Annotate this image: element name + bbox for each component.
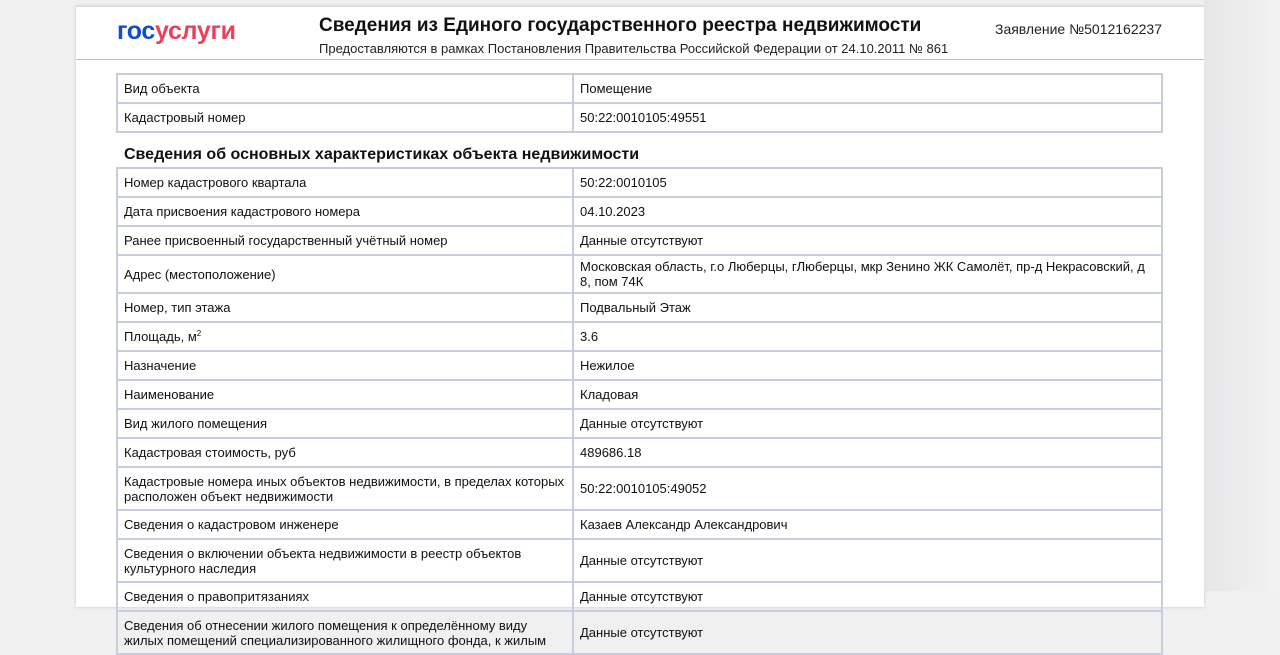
row-label [117,322,573,351]
table-row [117,293,1162,322]
row-value: Подвальный Этаж [573,293,1162,322]
section-title: Сведения об основных характеристиках объекта недвижимости [124,146,640,163]
row-value: Кладовая [573,380,1162,409]
row-value: 489686.18 [573,438,1162,467]
row-value: Данные отсутствуют [573,611,1162,654]
row-label: Дата присвоения кадастрового номера [117,197,573,226]
row-value: Нежилое [573,351,1162,380]
row-label: Адрес (местоположение) [117,255,573,293]
characteristics-table [116,167,1163,655]
table-row [117,197,1162,226]
table-row [117,467,1162,510]
row-label: Кадастровая стоимость, руб [117,438,573,467]
area-unit-superscript: 2 [196,329,202,338]
application-number: Заявление №5012162237 [994,21,1162,37]
row-value: 3.6 [573,322,1162,351]
table-row [117,380,1162,409]
area-label: Площадь, м [124,329,197,344]
row-label: Назначение [117,351,573,380]
table-row [117,74,1162,103]
row-value: 04.10.2023 [573,197,1162,226]
row-value: Данные отсутствуют [573,582,1162,611]
table-row [117,409,1162,438]
row-label: Вид жилого помещения [117,409,573,438]
table-row [117,611,1162,654]
table-row [117,255,1162,293]
row-value: Данные отсутствуют [573,539,1162,582]
document-header [76,7,1204,60]
row-value: Помещение [573,74,1162,103]
row-label: Номер кадастрового квартала [117,168,573,197]
table-row [117,510,1162,539]
document-page [76,6,1204,648]
row-label: Наименование [117,380,573,409]
table-row [117,582,1162,611]
viewer-background [1204,0,1280,591]
row-value: Данные отсутствуют [573,409,1162,438]
row-label: Сведения о кадастровом инженере [117,510,573,539]
row-label: Ранее присвоенный государственный учётный номер [117,226,573,255]
document-title: Сведения из Единого государственного реестра недвижимости [319,15,922,36]
row-label: Номер, тип этажа [117,293,573,322]
document-subtitle: Предоставляются в рамках Постановления Правительства Российской Федерации от 24.10.2011 № 861 [319,41,949,56]
row-label: Кадастровый номер [117,103,573,132]
row-value: Казаев Александр Александрович [573,510,1162,539]
row-value: 50:22:0010105:49551 [573,103,1162,132]
row-label: Сведения об отнесении жилого помещения к определённому виду жилых помещений специализированного жилищного фонда, к жилым [117,611,573,654]
row-value: Московская область, г.о Люберцы, гЛюберцы, мкр Зенино ЖК Самолёт, пр-д Некрасовский, д 8, пом 74К [573,255,1162,293]
row-value: 50:22:0010105 [573,168,1162,197]
table-row [117,226,1162,255]
row-value: Данные отсутствуют [573,226,1162,255]
table-row [117,351,1162,380]
table-row [117,168,1162,197]
table-row [117,103,1162,132]
table-row [117,438,1162,467]
gosuslugi-logo: госуслуги [117,17,236,45]
row-label: Сведения о правопритязаниях [117,582,573,611]
object-info-table [116,73,1163,133]
table-row [117,539,1162,582]
row-label: Сведения о включении объекта недвижимости в реестр объектов культурного наследия [117,539,573,582]
row-value: 50:22:0010105:49052 [573,467,1162,510]
table-row [117,322,1162,351]
row-label: Вид объекта [117,74,573,103]
row-label: Кадастровые номера иных объектов недвижимости, в пределах которых расположен объект недвижимости [117,467,573,510]
